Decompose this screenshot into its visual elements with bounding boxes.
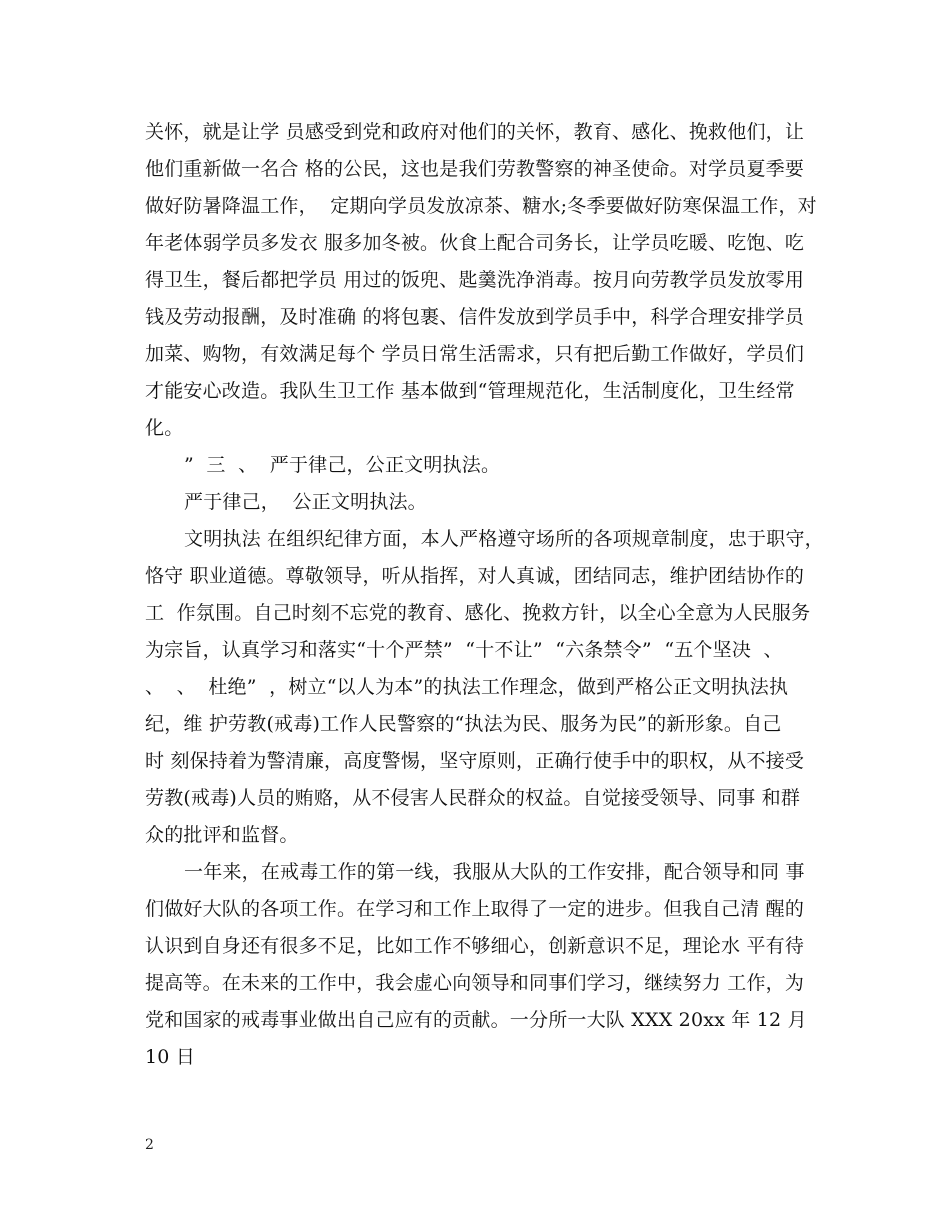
text-line: 他们重新做一名合 格的公民，这也是我们劳教警察的神圣使命。对学员夏季要 bbox=[145, 158, 805, 180]
text-line: 关怀，就是让学 员感受到党和政府对他们的关怀，教育、感化、挽救他们，让 bbox=[145, 121, 805, 143]
section-subheading: 严于律己， 公正文明执法。 bbox=[184, 491, 427, 513]
text-line: 时 刻保持着为警清廉，高度警惕，坚守原则，正确行使手中的职权，从不接受 bbox=[145, 750, 805, 772]
text-line: 纪，维 护劳教(戒毒)工作人民警察的“执法为民、服务为民”的新形象。自己 bbox=[145, 713, 782, 735]
text-line: 、 、 杜绝” ，树立“以人为本”的执法工作理念，做到严格公正文明执法执 bbox=[145, 676, 789, 698]
text-line: 化。 bbox=[145, 417, 184, 439]
text-line: 加菜、购物，有效满足每个 学员日常生活需求，只有把后勤工作做好，学员们 bbox=[145, 343, 805, 365]
text-line: 得卫生，餐后都把学员 用过的饭兜、匙羹洗净消毒。按月向劳教学员发放零用 bbox=[145, 269, 805, 291]
page-number: 2 bbox=[145, 1137, 154, 1153]
text-line: 做好防暑降温工作， 定期向学员发放凉茶、糖水;冬季要做好防寒保温工作，对 bbox=[145, 195, 817, 217]
text-line: 文明执法 在组织纪律方面，本人严格遵守场所的各项规章制度，忠于职守， bbox=[184, 528, 824, 550]
text-line: 为宗旨，认真学习和落实“十个严禁” “十不让” “六条禁令” “五个坚决 、 bbox=[145, 639, 783, 661]
text-line: 们做好大队的各项工作。在学习和工作上取得了一定的进步。但我自己清 醒的 bbox=[145, 898, 805, 920]
text-line: 一年来，在戒毒工作的第一线，我服从大队的工作安排，配合领导和同 事 bbox=[184, 861, 805, 883]
text-line: 10 日 bbox=[145, 1046, 196, 1068]
text-line: 才能安心改造。我队生卫工作 基本做到“管理规范化，生活制度化，卫生经常 bbox=[145, 380, 795, 402]
text-line: 钱及劳动报酬，及时准确 的将包裹、信件发放到学员手中，科学合理安排学员 bbox=[145, 306, 805, 328]
text-line: 提高等。在未来的工作中，我会虚心向领导和同事们学习，继续努力 工作，为 bbox=[145, 972, 805, 994]
text-line: 恪守 职业道德。尊敬领导，听从指挥，对人真诚，团结同志，维护团结协作的 bbox=[145, 565, 805, 587]
text-line: 众的批评和监督。 bbox=[145, 824, 299, 846]
section-heading: ” 三 、 严于律己，公正文明执法。 bbox=[184, 454, 501, 476]
text-line: 认识到自身还有很多不足，比如工作不够细心，创新意识不足，理论水 平有待 bbox=[145, 935, 805, 957]
text-line: 年老体弱学员多发衣 服多加冬被。伙食上配合司务长，让学员吃暖、吃饱、吃 bbox=[145, 232, 805, 254]
text-line: 工 作氛围。自己时刻不忘党的教育、感化、挽救方针，以全心全意为人民服务 bbox=[145, 602, 811, 624]
text-line: 劳教(戒毒)人员的贿赂，从不侵害人民群众的权益。自觉接受领导、同事 和群 bbox=[145, 787, 801, 809]
text-line: 党和国家的戒毒事业做出自己应有的贡献。一分所一大队 XXX 20xx 年 12 月 bbox=[145, 1009, 807, 1031]
